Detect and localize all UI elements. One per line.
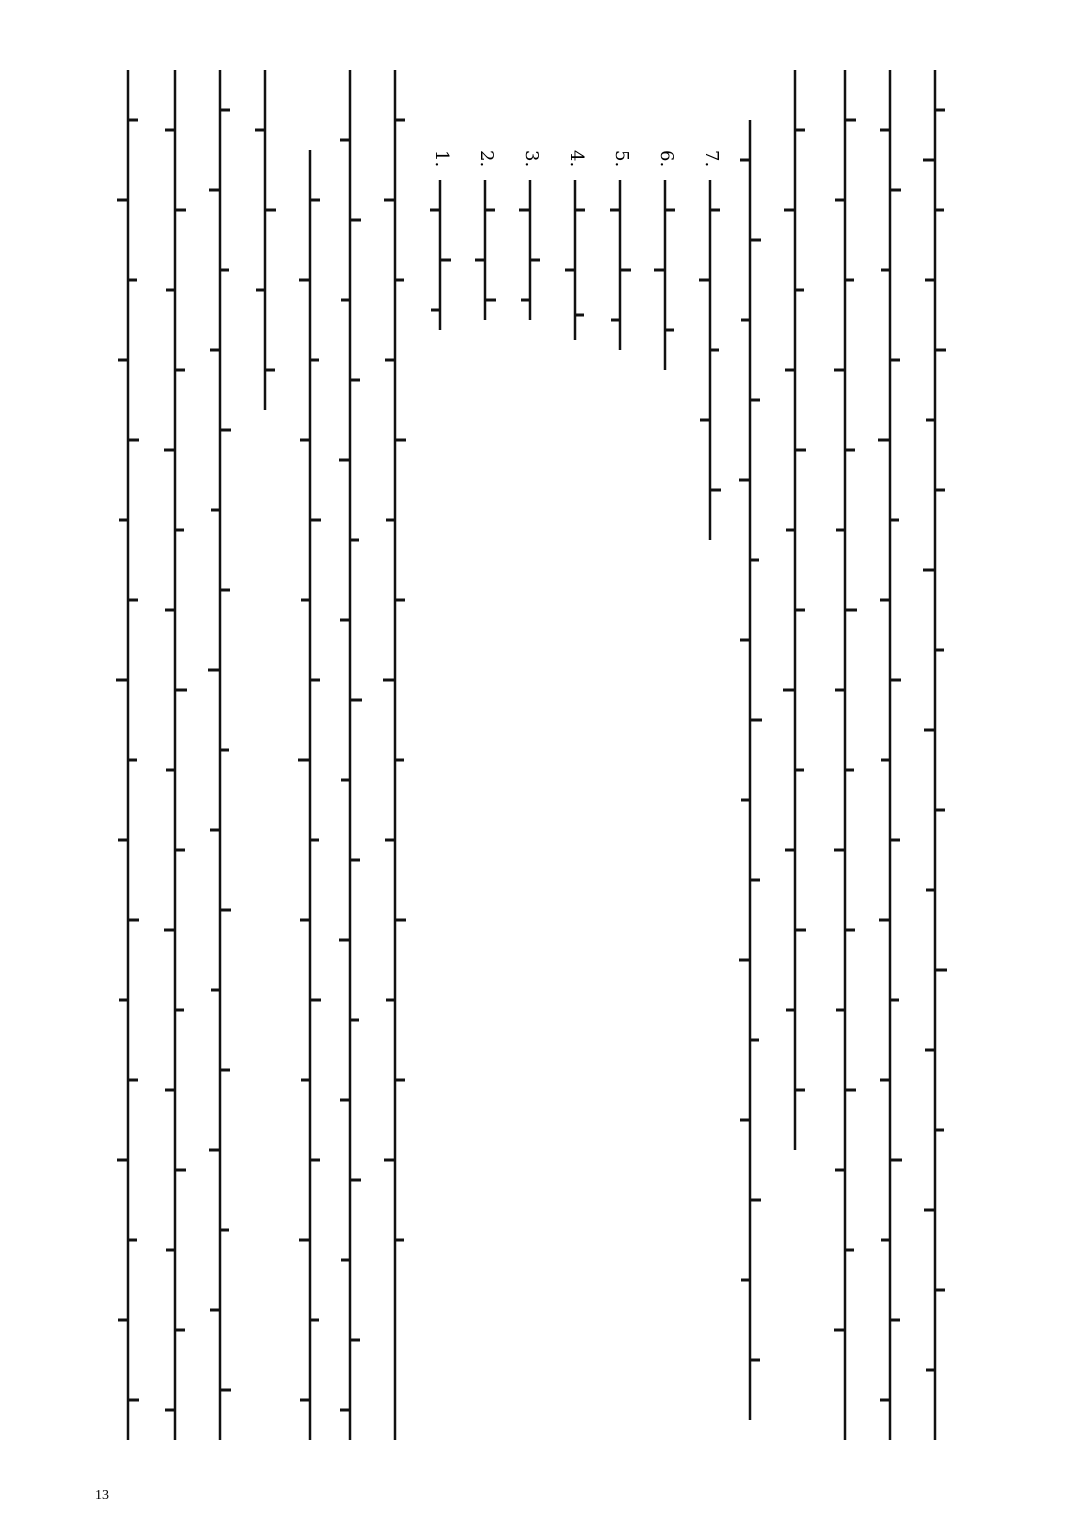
list-item-1 <box>420 150 460 330</box>
list-item-6 <box>645 150 685 370</box>
list-marker: 3. <box>521 150 542 168</box>
text-column-3 <box>825 70 865 1440</box>
text-column-5 <box>730 120 770 1420</box>
list-item-2 <box>465 150 505 320</box>
list-item-4 <box>555 150 595 340</box>
page-number: 13 <box>95 1488 109 1503</box>
text-column-11 <box>155 70 195 1440</box>
text-column-2 <box>870 70 910 1440</box>
list-marker: 7. <box>701 150 722 168</box>
text-column-9 <box>245 70 285 410</box>
list-marker: 4. <box>566 150 587 168</box>
list-item-5 <box>600 150 640 350</box>
list-marker: 1. <box>431 150 452 168</box>
text-column-6 <box>375 70 415 1440</box>
list-marker: 2. <box>476 150 497 168</box>
text-column-7 <box>330 70 370 1440</box>
list-item-7 <box>690 150 730 540</box>
text-column-1 <box>915 70 955 1440</box>
list-marker: 6. <box>656 150 677 168</box>
list-marker: 5. <box>611 150 632 168</box>
text-column-8 <box>290 150 330 1440</box>
text-column-10 <box>200 70 240 1440</box>
text-column-4 <box>775 70 815 1150</box>
text-column-12 <box>108 70 148 1440</box>
list-item-3 <box>510 150 550 320</box>
